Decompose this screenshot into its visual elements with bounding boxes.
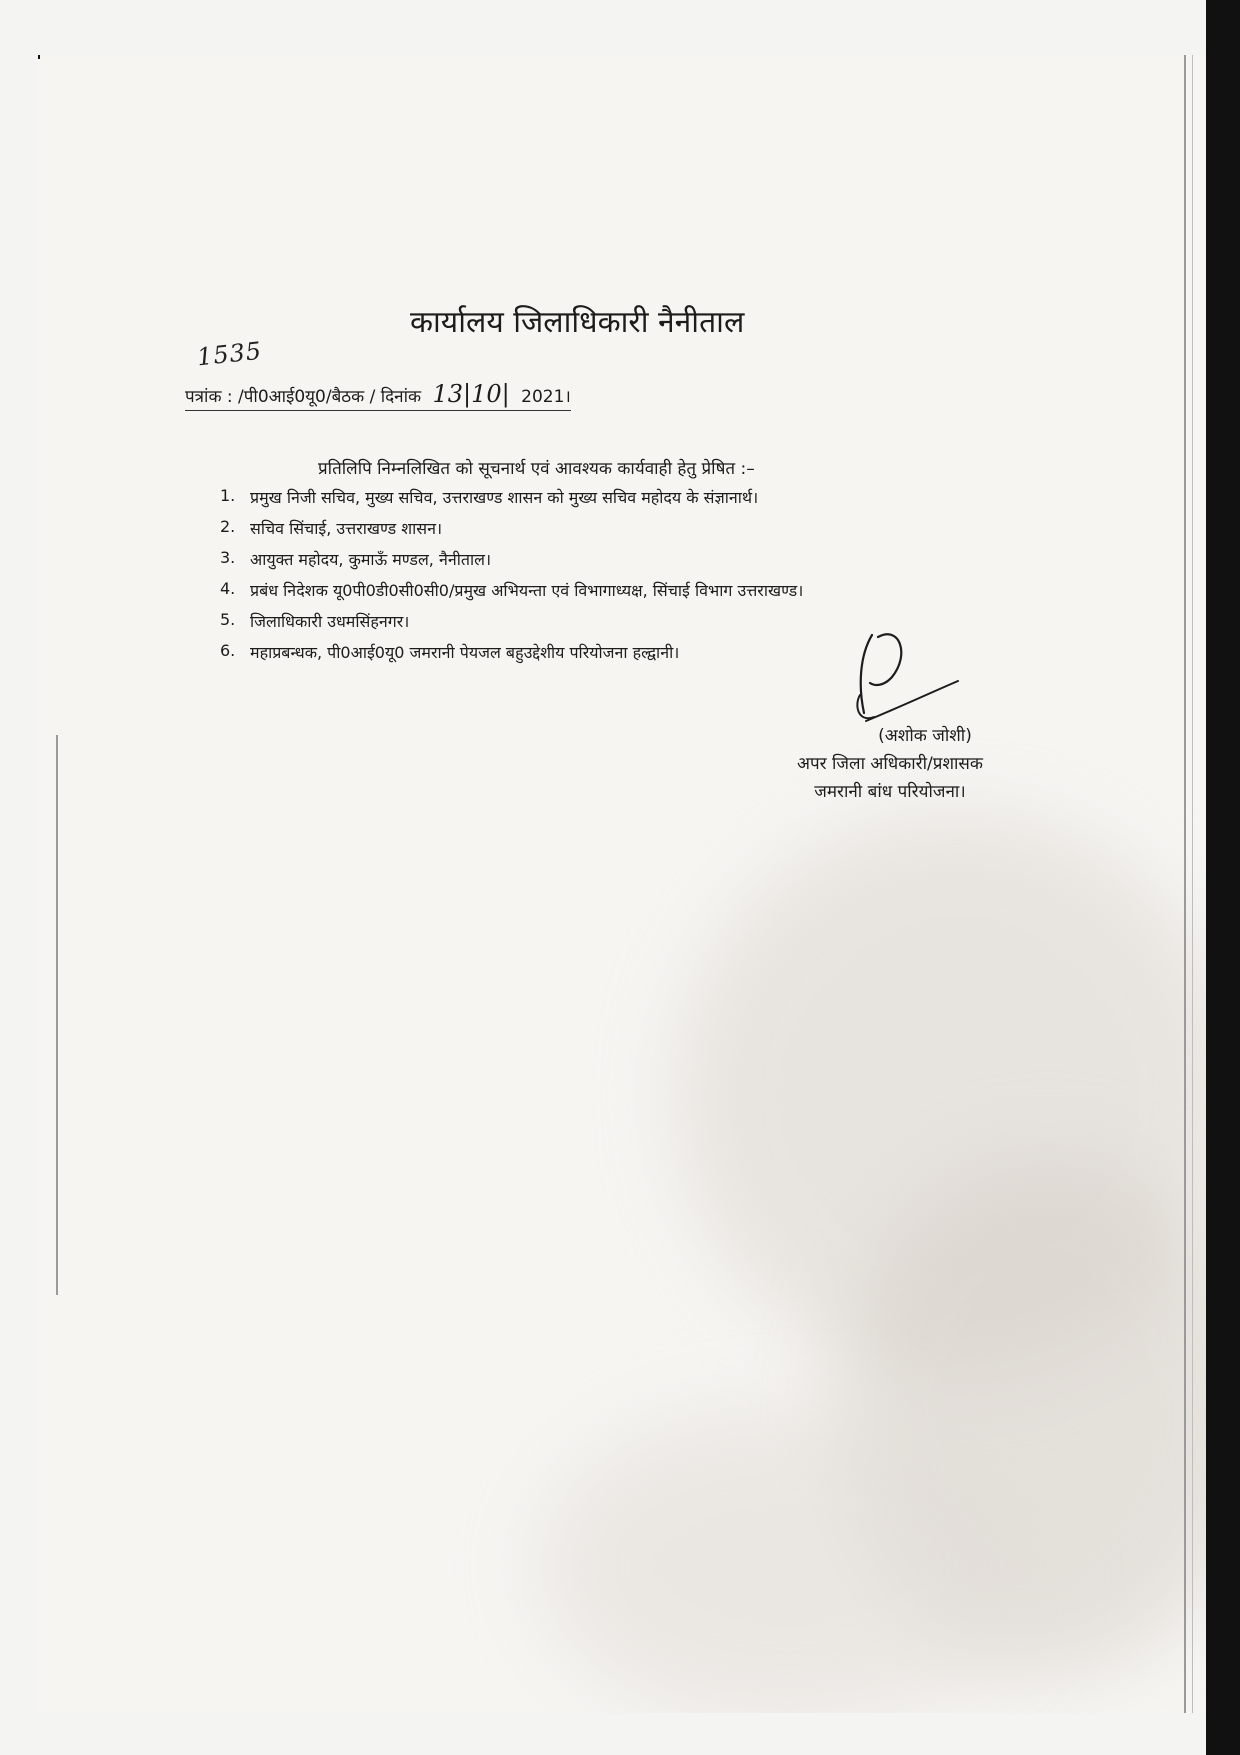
list-item: 6. महाप्रबन्धक, पी0आई0यू0 जमरानी पेयजल बहुउद्देशीय परियोजना हल्द्वानी। <box>220 641 680 662</box>
scan-margin-right <box>1206 0 1240 1755</box>
signatory-name: (अशोक जोशी) <box>878 726 972 746</box>
list-item: 5. जिलाधिकारी उधमसिंहनगर। <box>220 610 410 631</box>
signatory-designation: अपर जिला अधिकारी/प्रशासक <box>797 754 983 774</box>
list-item: 1. प्रमुख निजी सचिव, मुख्य सचिव, उत्तराखण्ड शासन को मुख्य सचिव महोदय के संज्ञानार्थ। <box>220 486 759 507</box>
scan-margin-bottom <box>0 1713 1240 1755</box>
signatory-block <box>760 722 1020 806</box>
list-item: 3. आयुक्त महोदय, कुमाऊँ मण्डल, नैनीताल। <box>220 548 492 569</box>
handwritten-reference-number: 1535 <box>195 336 264 372</box>
reference-line <box>185 380 571 411</box>
recipient-list <box>220 486 803 672</box>
signatory-project: जमरानी बांध परियोजना। <box>814 782 966 802</box>
copy-forward-intro: प्रतिलिपि निम्नलिखित को सूचनार्थ एवं आवश्यक कार्यवाही हेतु प्रेषित :– <box>318 459 755 479</box>
office-title: कार्यालय जिलाधिकारी नैनीताल <box>410 305 745 340</box>
handwritten-signature <box>830 625 970 735</box>
reference-year: 2021। <box>521 387 571 407</box>
scan-margin-top <box>0 0 1240 55</box>
list-item: 4. प्रबंध निदेशक यू0पी0डी0सी0सी0/प्रमुख अभियन्ता एवं विभागाध्यक्ष, सिंचाई विभाग उत्तराखण्ड। <box>220 579 804 600</box>
reference-prefix: पत्रांक : /पी0आई0यू0/बैठक / दिनांक <box>185 387 422 407</box>
list-item: 2. सचिव सिंचाई, उत्तराखण्ड शासन। <box>220 517 443 538</box>
handwritten-date: 13|10| <box>432 380 510 408</box>
scan-margin-left <box>0 0 38 1755</box>
